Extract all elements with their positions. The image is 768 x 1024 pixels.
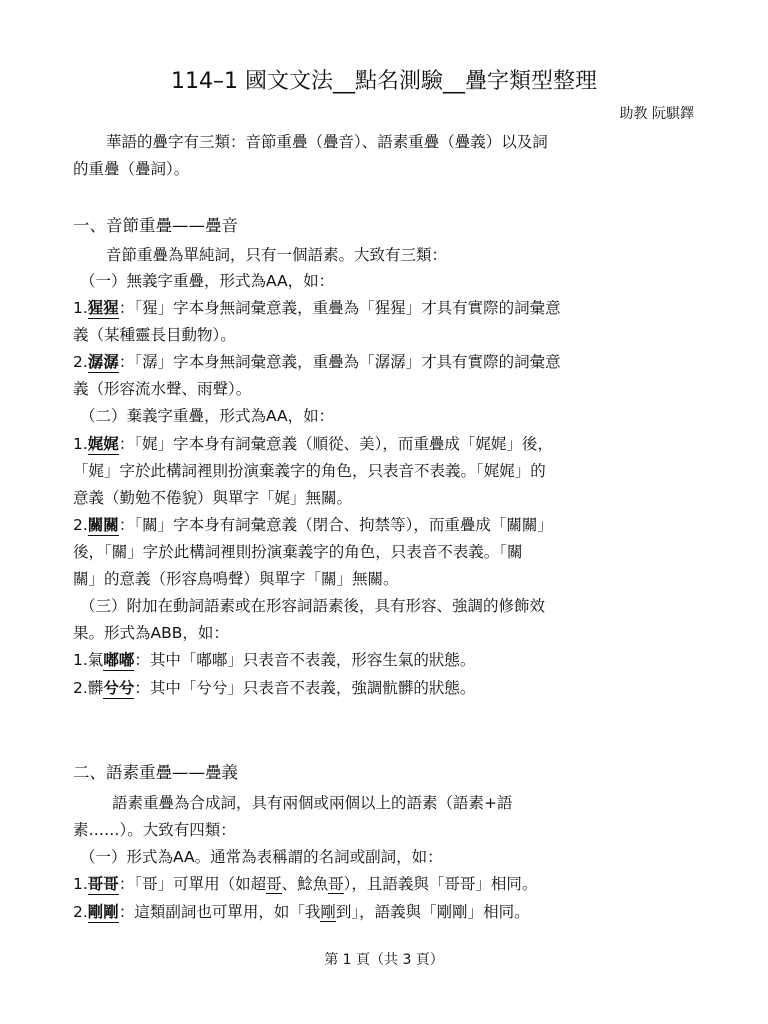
section1-sub3-heading-1: （三）附加在動詞語素或在形容詞語素後，具有形容、強調的修飾效 (80, 597, 546, 615)
item-text: ），且語義與「哥哥」相同。 (343, 875, 538, 893)
section2-sub1-heading: （一）形式為AA。通常為表稱謂的名詞或副詞，如： (80, 848, 443, 866)
example-word: 嘟嘟 (103, 651, 135, 669)
item-text: 到」，語義與「剛剛」相同。 (335, 903, 530, 921)
list-item (73, 433, 553, 455)
list-item (73, 297, 561, 319)
list-item (73, 873, 537, 895)
item-number: 2. (73, 903, 88, 921)
item-text: 義（某種靈長目動物）。 (73, 326, 236, 344)
list-item (73, 649, 475, 671)
item-number: 2. (73, 516, 88, 534)
example-word: 哥哥 (87, 875, 119, 893)
section1-sub1-heading: （一）無義字重疊，形式為AA，如： (80, 272, 335, 290)
item-text: 「娓」字於此構詞裡則扮演棄義字的角色，只表音不表義。「娓娓」的 (73, 462, 546, 480)
item-text: 、鯰魚 (281, 875, 329, 893)
document-title: 114–1 國文文法__點名測驗__疊字類型整理 (171, 69, 597, 94)
section2-intro-1: 語素重疊為合成詞，具有兩個或兩個以上的語素（語素+語 (112, 794, 513, 812)
item-text: 義（形容流水聲、雨聲）。 (73, 380, 252, 398)
section2-heading: 二、語素重疊——疊義 (73, 763, 238, 782)
list-item (73, 901, 530, 923)
prefix-char: 氣 (87, 651, 104, 669)
item-number: 2. (73, 353, 88, 371)
example-word: 關關 (87, 516, 119, 534)
item-text: 關」的意義（形容鳥鳴聲）與單字「關」無關。 (73, 570, 399, 588)
section1-sub3-heading-2: 果。形式為ABB，如： (73, 624, 229, 642)
item-text: 意義（勤勉不倦貌）與單字「娓」無關。 (73, 489, 353, 507)
section1-sub2-heading: （二）棄義字重疊，形式為AA，如： (80, 407, 335, 425)
item-text: ：「關」字本身有詞彙意義（閉合、拘禁等），而重疊成「關關」 (118, 516, 553, 534)
example-word: 剛剛 (87, 903, 119, 921)
underlined-char: 哥 (266, 875, 282, 893)
item-number: 1. (73, 651, 88, 669)
underlined-char: 哥 (328, 875, 344, 893)
item-number: 1. (73, 435, 88, 453)
item-text: ：其中「兮兮」只表音不表義，強調骯髒的狀態。 (134, 679, 476, 697)
prefix-char: 髒 (87, 679, 104, 697)
section2-intro-2: 素……）。大致有四類： (73, 821, 236, 839)
item-text: 後，「關」字於此構詞裡則扮演棄義字的角色，只表音不表義。「關 (73, 543, 523, 561)
section1-heading: 一、音節重疊——疊音 (73, 216, 238, 235)
item-text: ：「潺」字本身無詞彙意義，重疊為「潺潺」才具有實際的詞彙意 (118, 353, 561, 371)
section1-intro: 音節重疊為單純詞，只有一個語素。大致有三類： (106, 246, 448, 264)
list-item (73, 677, 475, 699)
intro-line-1: 華語的疊字有三類：音節重疊（疊音）、語素重疊（疊義）以及詞 (106, 133, 548, 151)
example-word: 猩猩 (87, 299, 119, 317)
list-item (73, 514, 553, 536)
item-number: 1. (73, 299, 88, 317)
page-footer: 第 1 頁（共 3 頁） (324, 952, 444, 968)
item-text: ：其中「嘟嘟」只表音不表義，形容生氣的狀態。 (134, 651, 476, 669)
item-number: 2. (73, 679, 88, 697)
item-text: ：這類副詞也可單用，如「我 (118, 903, 321, 921)
item-text: ：「哥」可單用（如超 (118, 875, 267, 893)
item-text: ：「娓」字本身有詞彙意義（順從、美），而重疊成「娓娓」後， (118, 435, 553, 453)
intro-line-2: 的重疊（疊詞）。 (73, 160, 190, 178)
example-word: 兮兮 (103, 679, 135, 697)
item-text: ：「猩」字本身無詞彙意義，重疊為「猩猩」才具有實際的詞彙意 (118, 299, 561, 317)
example-word: 潺潺 (87, 353, 119, 371)
underlined-char: 剛 (320, 903, 336, 921)
list-item (73, 351, 561, 373)
item-number: 1. (73, 875, 88, 893)
author-line: 助教 阮騏鐸 (619, 106, 694, 122)
example-word: 娓娓 (87, 435, 119, 453)
